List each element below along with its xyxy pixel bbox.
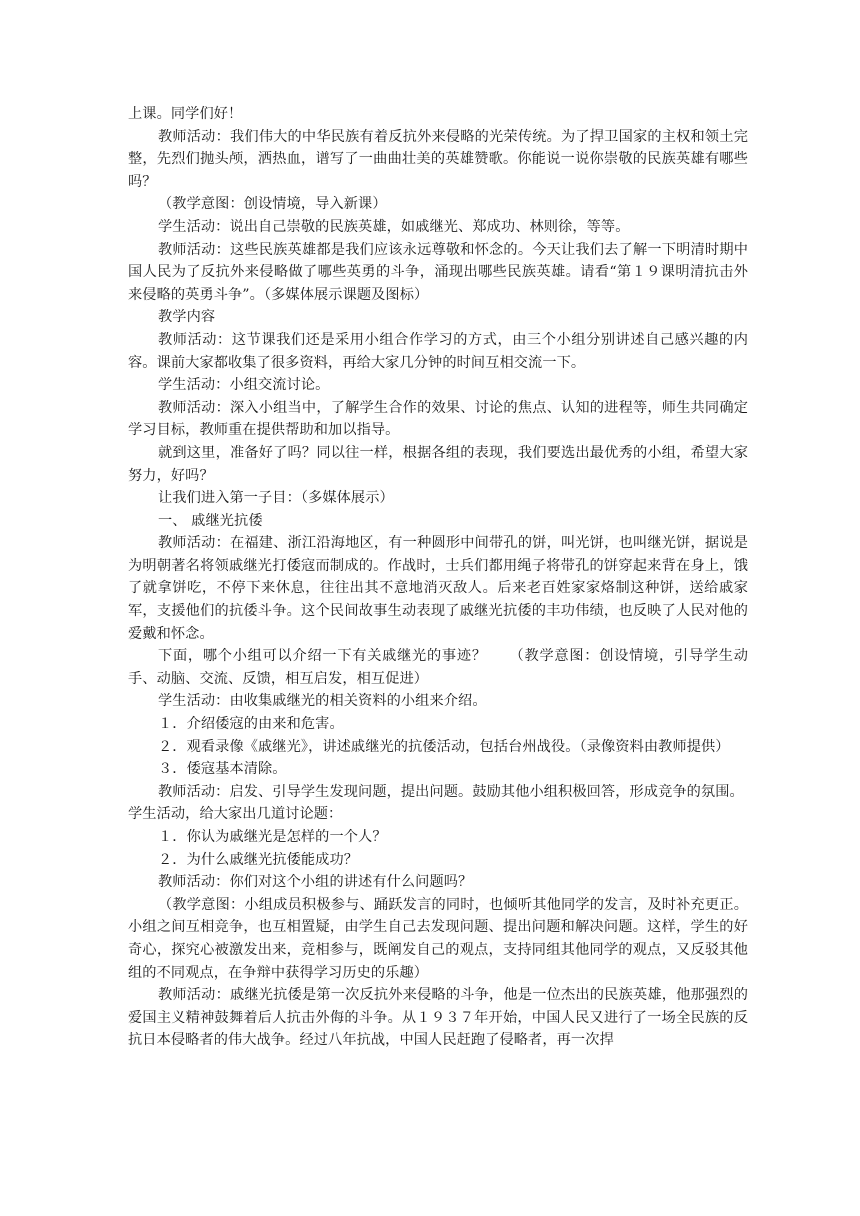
paragraph-teacher-summary: 教师活动：戚继光抗倭是第一次反抗外来侵略的斗争，他是一位杰出的民族英雄，他那强烈的爱国主义精神鼓舞着后人抗击外侮的斗争。从１９３７年开始，中国人民又进行了一场全民族的反抗日本侵略者的伟大战争。经过八年抗战，中国人民赶跑了侵略者，再一次捍 <box>128 987 748 1049</box>
paragraph-teaching-intent-2: （教学意图：小组成员积极参与、踊跃发言的同时，也倾听其他同学的发言，及时补充更正。小组之间互相竞争，也互相置疑，由学生自己去发现问题、提出问题和解决问题。这样，学生的好奇心，探究心被激发出来，竞相参与，既阐发自己的观点，支持同组其他同学的观点，又反驳其他组的不同观点，在争辩中获得学习历史的乐趣） <box>128 896 748 981</box>
paragraph-greeting: 上课。同学们好！ <box>128 106 243 122</box>
paragraph-teacher-intro: 教师活动：我们伟大的中华民族有着反抗外来侵略的光荣传统。为了捍卫国家的主权和领土完整，先烈们抛头颅，洒热血，谱写了一曲曲壮美的英雄赞歌。你能说一说你崇敬的民族英雄有哪些吗？ <box>128 128 748 190</box>
paragraph-first-subtopic: 让我们进入第一子目：（多媒体展示） <box>158 490 394 507</box>
paragraph-teacher-group: 教师活动：这节课我们还是采用小组合作学习的方式，由三个小组分别讲述自己感兴趣的内容。课前大家都收集了很多资料，再给大家几分钟的时间互相交流一下。 <box>128 331 748 371</box>
paragraph-guangbing-story: 教师活动：在福建、浙江沿海地区，有一种圆形中间带孔的饼，叫光饼，也叫继光饼，据说是为明朝著名将领戚继光打倭寇而制成的。作战时，士兵们都用绳子将带孔的饼穿起来背在身上，饿了就拿饼吃，不停下来休息，往往出其不意地消灭敌人。后来老百姓家家烙制这种饼，送给戚家军，支援他们的抗倭斗争。这个民间故事生动表现了戚继光抗倭的丰功伟绩，也反映了人民对他的爱戴和怀念。 <box>128 535 748 642</box>
lesson-plan-body <box>128 103 748 1052</box>
question-item-2: ２．为什么戚继光抗倭能成功？ <box>158 851 359 868</box>
list-item-1: １．介绍倭寇的由来和危害。 <box>158 716 344 733</box>
list-item-3: ３．倭寇基本清除。 <box>158 761 287 778</box>
paragraph-teacher-inspire: 教师活动：启发、引导学生发现问题，提出问题。鼓励其他小组积极回答，形成竞争的氛围。 <box>158 783 744 800</box>
question-item-1: １．你认为戚继光是怎样的一个人？ <box>158 829 387 845</box>
paragraph-teaching-intent: （教学意图：创设情境，导入新课） <box>158 196 387 213</box>
paragraph-student-discussion: 学生活动：小组交流讨论。 <box>158 377 330 394</box>
paragraph-teacher-guidance: 教师活动：深入小组当中，了解学生合作的效果、讨论的焦点、认知的进程等，师生共同确定学习目标，教师重在提供帮助和加以指导。 <box>128 399 748 439</box>
paragraph-group-question: 下面，哪个小组可以介绍一下有关戚继光的事迹？ （教学意图：创设情境，引导学生动手、动脑、交流、反馈，相互启发，相互促进） <box>128 648 748 687</box>
section-heading-qi-jiguang: 一、 戚继光抗倭 <box>158 512 263 529</box>
list-item-2: ２．观看录像《戚继光》，讲述戚继光的抗倭活动，包括台州战役。（录像资料由教师提供） <box>158 738 730 755</box>
paragraph-teaching-content: 教学内容 <box>158 309 216 326</box>
paragraph-student-activity: 学生活动：说出自己崇敬的民族英雄，如戚继光、郑成功、林则徐，等等。 <box>158 218 630 235</box>
paragraph-ready: 就到这里，准备好了吗？同以往一样，根据各组的表现，我们要选出最优秀的小组，希望大家努力，好吗？ <box>128 444 748 484</box>
paragraph-teacher-topic: 教师活动：这些民族英雄都是我们应该永远尊敬和怀念的。今天让我们去了解一下明清时期中国人民为了反抗外来侵略做了哪些英勇的斗争，涌现出哪些民族英雄。请看“第１９课明清抗击外来侵略的英勇斗争”。（多媒体展示课题及图标） <box>128 241 748 303</box>
paragraph-teacher-ask: 教师活动：你们对这个小组的讲述有什么问题吗？ <box>158 874 473 891</box>
paragraph-student-intro: 学生活动：由收集戚继光的相关资料的小组来介绍。 <box>158 693 487 710</box>
paragraph-student-questions: 学生活动，给大家出几道讨论题： <box>128 806 343 823</box>
